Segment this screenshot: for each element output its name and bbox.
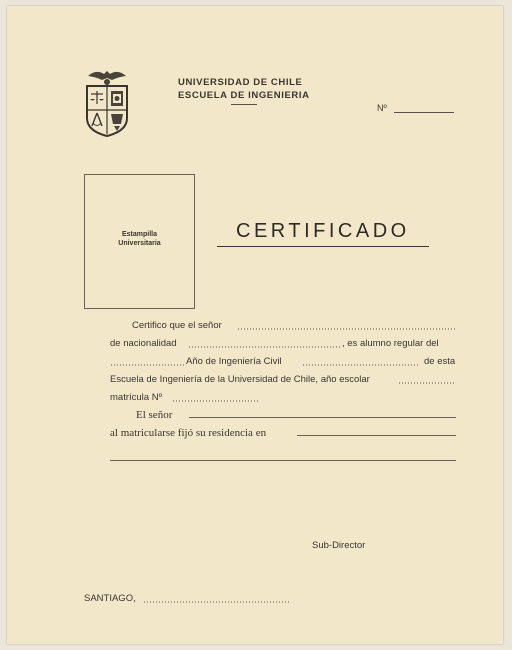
stamp-box-label bbox=[85, 230, 194, 248]
stamp-box bbox=[84, 174, 195, 309]
residence-line bbox=[297, 435, 456, 436]
santiago-label: SANTIAGO, bbox=[84, 593, 136, 604]
senor-line bbox=[189, 417, 456, 418]
school-name: ESCUELA DE INGENIERIA bbox=[178, 90, 310, 101]
text-residencia: al matricularse fijó su residencia en bbox=[110, 427, 267, 439]
university-name: UNIVERSIDAD DE CHILE bbox=[178, 77, 303, 88]
text-ano-ingenieria: Año de Ingeniería Civil bbox=[186, 356, 282, 367]
text-el-senor: El señor bbox=[136, 409, 173, 421]
program-dotted-field bbox=[302, 363, 418, 367]
text-certifico: Certifico que el señor bbox=[132, 320, 222, 331]
residence-line-2 bbox=[110, 460, 456, 461]
title-underline bbox=[217, 246, 429, 247]
date-dotted-field bbox=[143, 600, 291, 604]
text-matricula: matrícula Nº bbox=[110, 392, 163, 403]
year-dotted-field bbox=[110, 363, 185, 367]
number-label: Nº bbox=[377, 103, 387, 113]
number-field-line bbox=[394, 112, 454, 113]
text-alumno-regular: , es alumno regular del bbox=[342, 338, 439, 349]
stamp-label-line2: Universitaria bbox=[118, 240, 161, 247]
university-crest-icon bbox=[84, 68, 130, 138]
header-divider bbox=[231, 104, 257, 105]
certificate-title: CERTIFICADO bbox=[236, 220, 410, 242]
enrollment-dotted-field bbox=[172, 399, 258, 403]
school-year-dotted-field bbox=[398, 381, 456, 385]
nationality-dotted-field bbox=[188, 345, 340, 349]
name-dotted-field bbox=[237, 327, 456, 331]
text-de-esta: de esta bbox=[424, 356, 456, 367]
sub-director-label: Sub-Director bbox=[312, 540, 366, 551]
text-escuela: Escuela de Ingeniería de la Universidad de Chile, año escolar bbox=[110, 374, 370, 385]
text-nacionalidad: de nacionalidad bbox=[110, 338, 177, 349]
stamp-label-line1: Estampilla bbox=[121, 231, 157, 238]
certificate-paper bbox=[7, 6, 503, 644]
